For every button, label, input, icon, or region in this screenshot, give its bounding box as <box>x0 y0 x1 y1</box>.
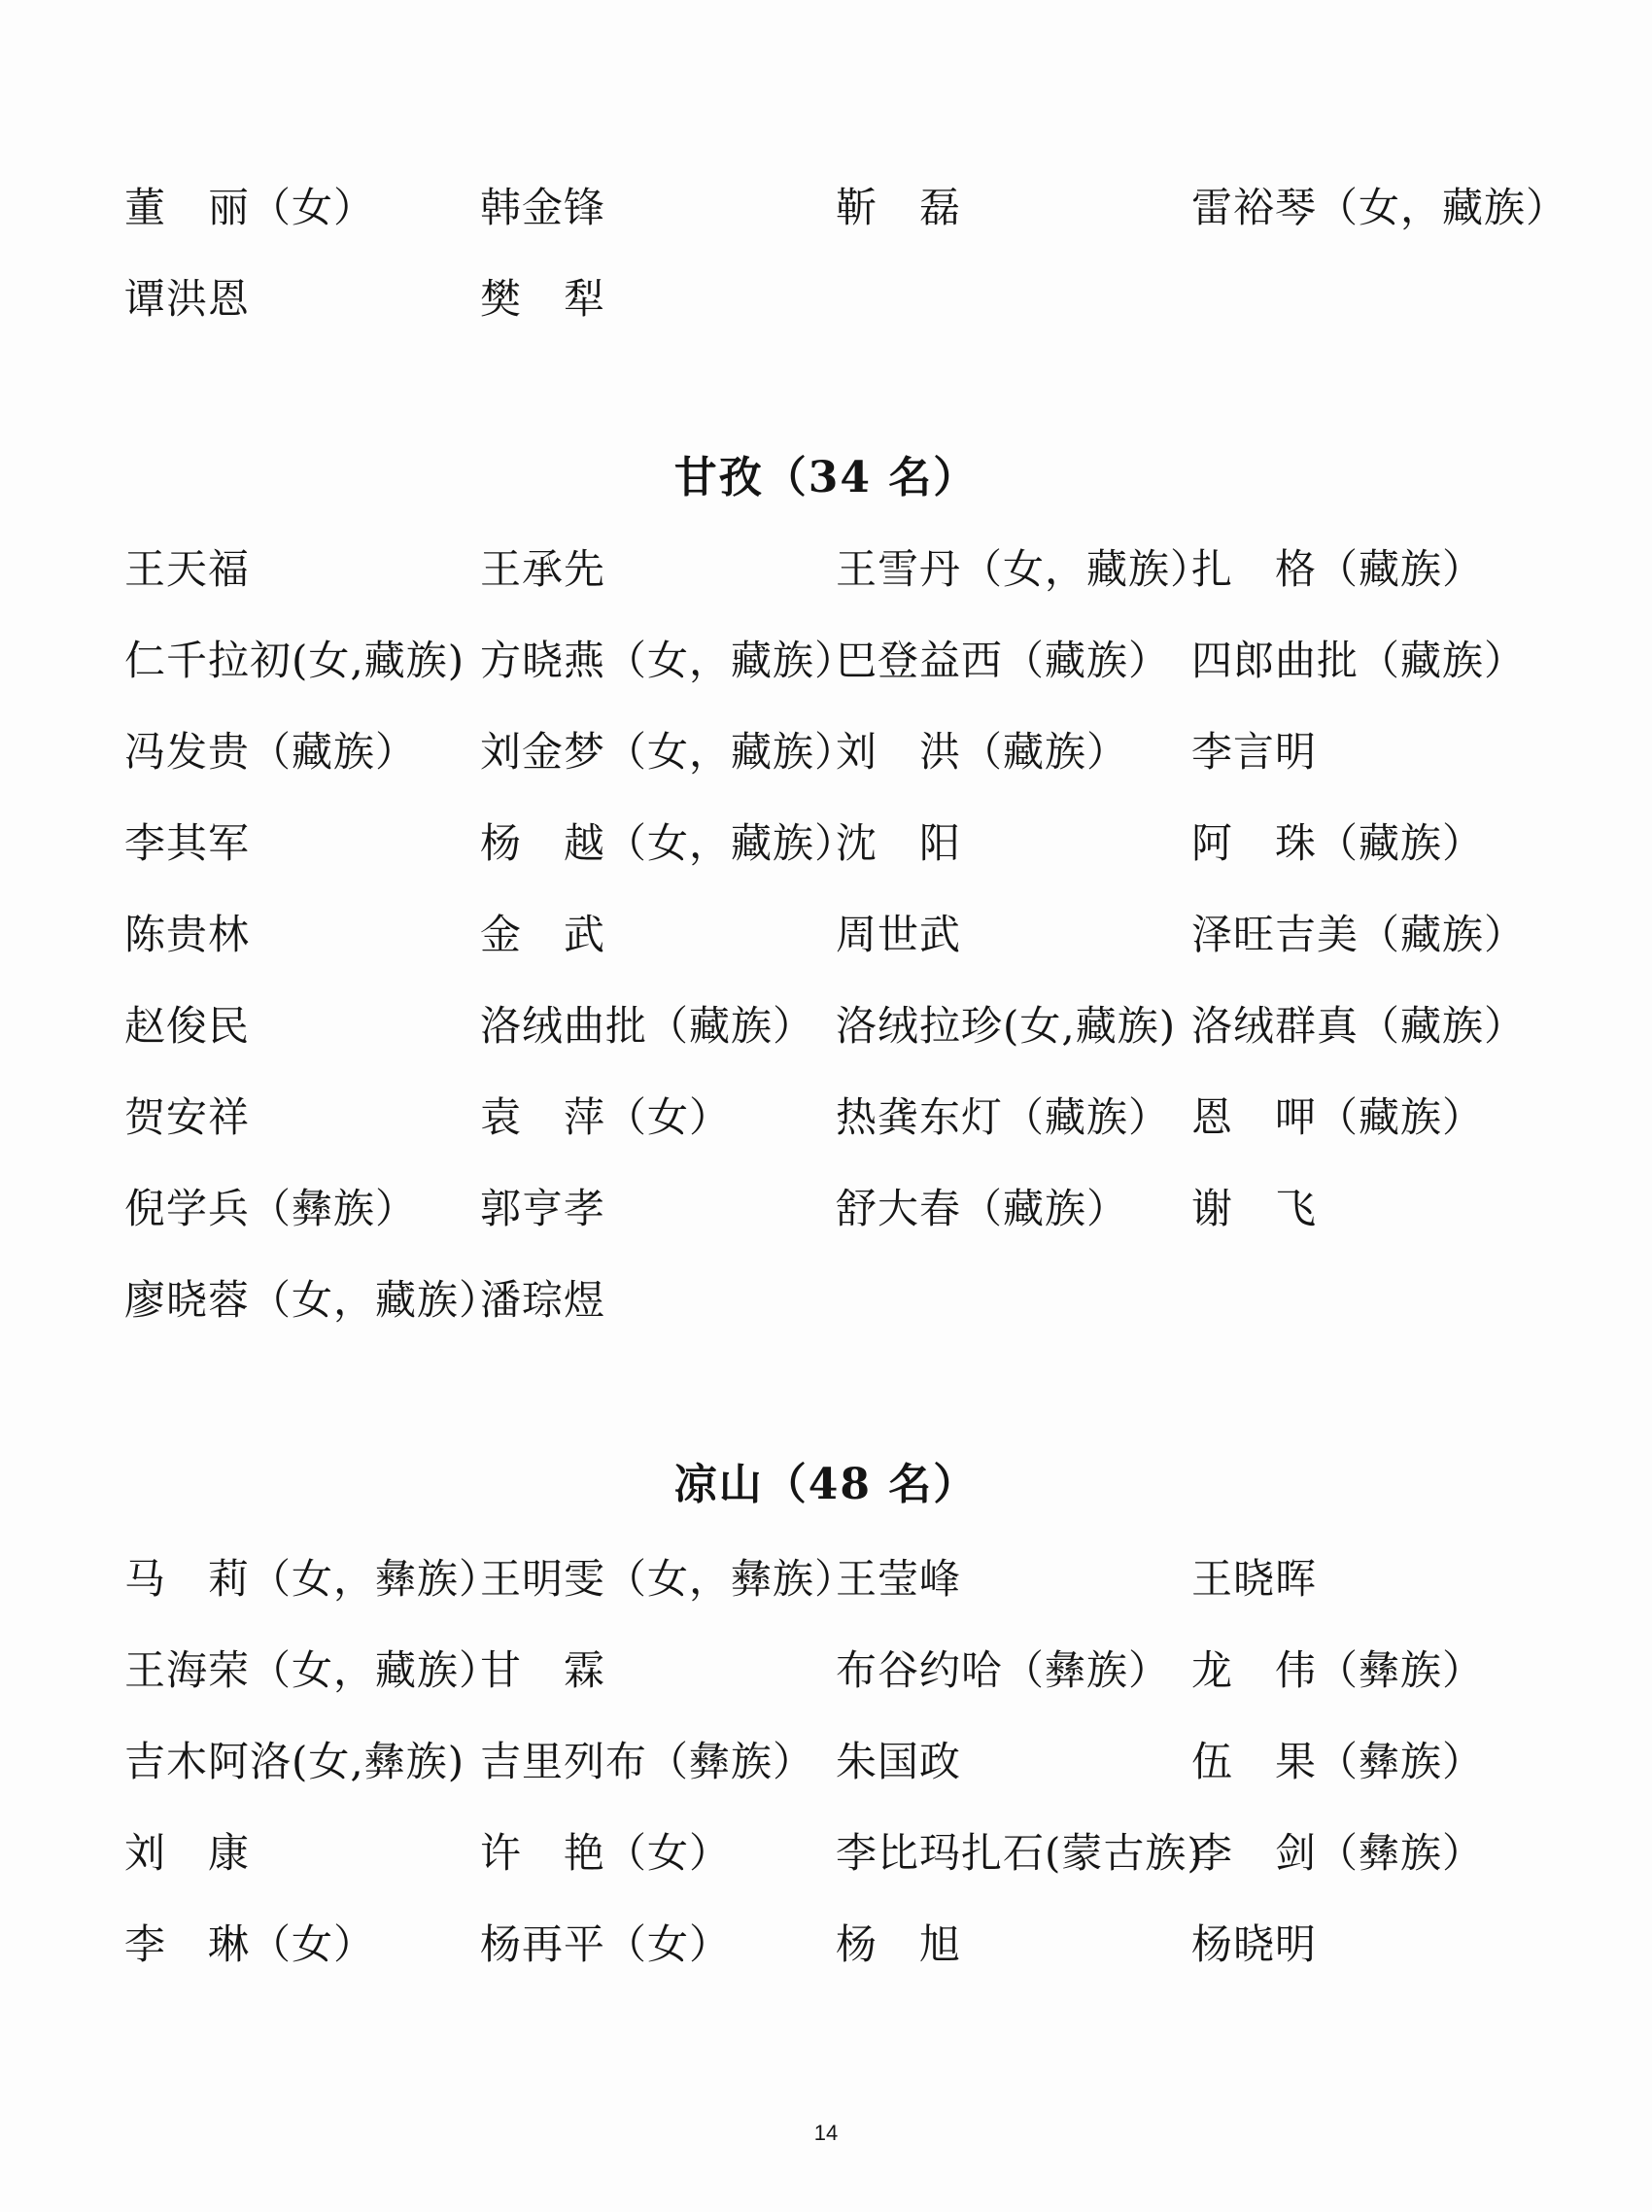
name-entry: 朱国政 <box>836 1738 962 1785</box>
name-entry: 吉木阿洛(女,彝族) <box>124 1738 465 1785</box>
name-entry: 赵俊民 <box>124 1002 251 1050</box>
name-entry: 王明雯（女，彝族） <box>480 1555 857 1603</box>
name-entry: 贺安祥 <box>124 1093 251 1141</box>
name-entry: 王天福 <box>124 545 251 593</box>
name-entry: 洛绒曲批（藏族） <box>480 1002 815 1050</box>
name-entry: 靳 磊 <box>836 184 962 231</box>
name-entry: 吉里列布（彝族） <box>480 1738 815 1785</box>
name-entry: 巴登益西（藏族） <box>836 637 1171 684</box>
name-entry: 洛绒群真（藏族） <box>1191 1002 1527 1050</box>
name-entry: 洛绒拉珍(女,藏族) <box>836 1002 1177 1050</box>
name-entry: 倪学兵（彝族） <box>124 1185 418 1232</box>
name-entry: 王雪丹（女，藏族） <box>836 545 1213 593</box>
name-list-ganzi <box>124 540 1543 1363</box>
name-entry: 龙 伟（彝族） <box>1191 1646 1485 1694</box>
name-entry: 李言明 <box>1191 728 1318 776</box>
name-entry: 董 丽（女） <box>124 184 376 231</box>
name-list-liangshan <box>124 1550 1543 2007</box>
name-entry: 舒大春（藏族） <box>836 1185 1129 1232</box>
name-entry: 谭洪恩 <box>124 275 251 323</box>
name-entry: 王承先 <box>480 545 606 593</box>
name-entry: 李比玛扎石(蒙古族) <box>836 1829 1204 1877</box>
name-entry: 仁千拉初(女,藏族) <box>124 637 465 684</box>
name-entry: 冯发贵（藏族） <box>124 728 418 776</box>
name-entry: 周世武 <box>836 911 962 958</box>
name-entry: 四郎曲批（藏族） <box>1191 637 1527 684</box>
name-entry: 杨 旭 <box>836 1920 962 1968</box>
name-entry: 袁 萍（女） <box>480 1093 732 1141</box>
name-entry: 雷裕琴（女，藏族） <box>1191 184 1568 231</box>
name-entry: 阿 珠（藏族） <box>1191 819 1485 867</box>
name-entry: 布谷约哈（彝族） <box>836 1646 1171 1694</box>
name-entry: 甘 霖 <box>480 1646 606 1694</box>
name-entry: 许 艳（女） <box>480 1829 732 1877</box>
name-entry: 韩金锋 <box>480 184 606 231</box>
name-entry: 泽旺吉美（藏族） <box>1191 911 1527 958</box>
name-entry: 金 武 <box>480 911 606 958</box>
name-list-top <box>124 179 1568 362</box>
name-entry: 刘 康 <box>124 1829 251 1877</box>
name-entry: 方晓燕（女，藏族） <box>480 637 857 684</box>
name-entry: 沈 阳 <box>836 819 962 867</box>
name-entry: 李其军 <box>124 819 251 867</box>
name-entry: 杨晓明 <box>1191 1920 1318 1968</box>
name-entry: 刘 洪（藏族） <box>836 728 1129 776</box>
name-entry: 刘金梦（女，藏族） <box>480 728 857 776</box>
section-title-liangshan: 凉山（48 名） <box>673 1460 979 1509</box>
name-entry: 王晓晖 <box>1191 1555 1318 1603</box>
name-entry: 李 琳（女） <box>124 1920 376 1968</box>
name-entry: 樊 犁 <box>480 275 606 323</box>
name-entry: 李 剑（彝族） <box>1191 1829 1485 1877</box>
name-entry: 马 莉（女，彝族） <box>124 1555 501 1603</box>
name-entry: 陈贵林 <box>124 911 251 958</box>
name-entry: 王海荣（女，藏族） <box>124 1646 501 1694</box>
page-number: 14 <box>813 2121 839 2145</box>
name-entry: 杨再平（女） <box>480 1920 732 1968</box>
name-entry: 热龚东灯（藏族） <box>836 1093 1171 1141</box>
name-entry: 恩 呷（藏族） <box>1191 1093 1485 1141</box>
name-entry: 谢 飞 <box>1191 1185 1318 1232</box>
section-title-ganzi: 甘孜（34 名） <box>673 453 979 502</box>
name-entry: 杨 越（女，藏族） <box>480 819 857 867</box>
name-entry: 郭亨孝 <box>480 1185 606 1232</box>
name-entry: 王莹峰 <box>836 1555 962 1603</box>
name-entry: 扎 格（藏族） <box>1191 545 1485 593</box>
name-entry: 廖晓蓉（女，藏族） <box>124 1276 501 1324</box>
name-entry: 潘琮煜 <box>480 1276 606 1324</box>
name-entry: 伍 果（彝族） <box>1191 1738 1485 1785</box>
